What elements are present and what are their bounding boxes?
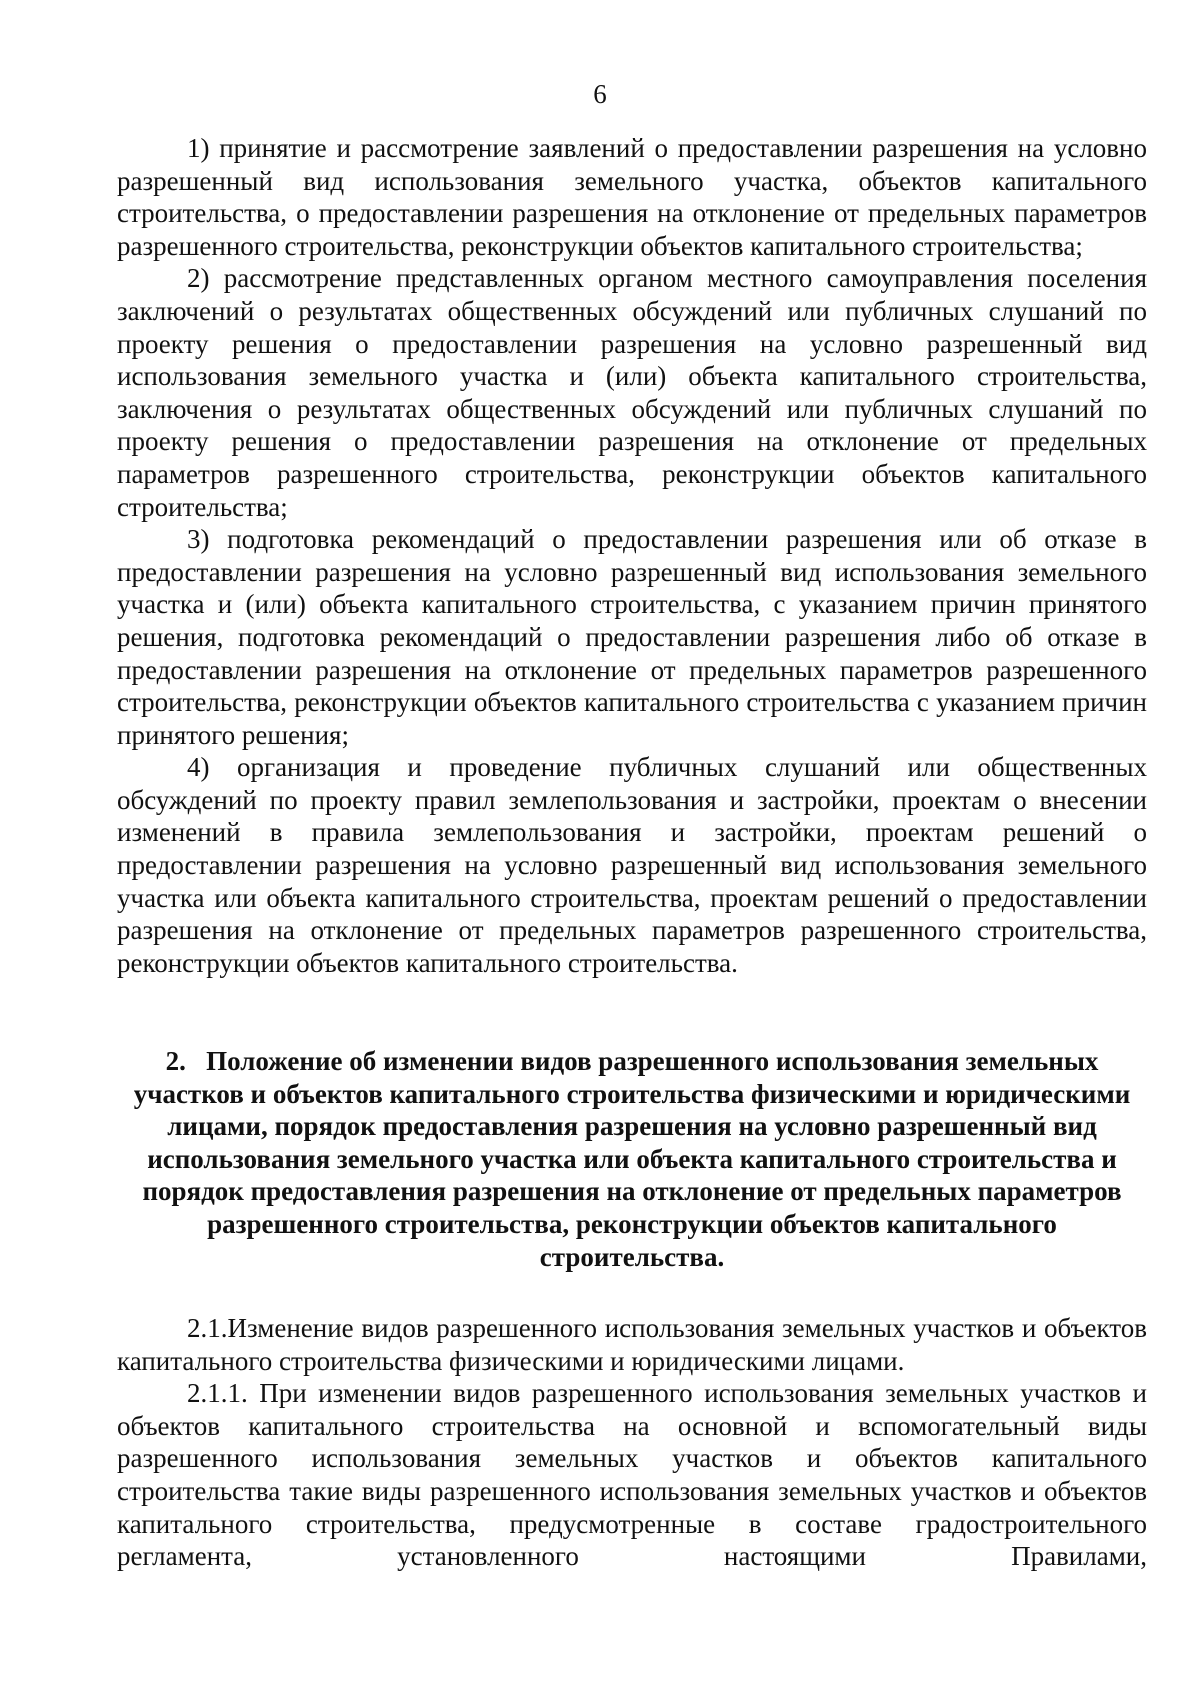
list-item-2: 2) рассмотрение представленных органом местного самоуправления поселения заключений о результатах общественных обсуждений или публичных слушаний по проекту решения о предоставлении разрешения на условно разрешенный вид использования земельного участка и (или) объекта капитального строительства, заключения о результатах общественных обсуждений или публичных слушаний по проекту решения о предоставлении разрешения на отклонение от предельных параметров разрешенного строительства, реконструкции объектов капитального строительства;: [117, 263, 1147, 522]
list-item-4: 4) организация и проведение публичных слушаний или общественных обсуждений по проекту правил землепользования и застройки, проектам о внесении изменений в правила землепользования и застройки, проектам решений о предоставлении разрешения на условно разрешенный вид использования земельного участка или объекта капитального строительства, проектам решений о предоставлении разрешения на отклонение от предельных параметров разрешенного строительства, реконструкции объектов капитального строительства.: [117, 752, 1147, 978]
list-item-1: 1) принятие и рассмотрение заявлений о предоставлении разрешения на условно разрешенный вид использования земельного участка, объектов капитального строительства, о предоставлении разрешения на отклонение от предельных параметров разрешенного строительства, реконструкции объектов капитального строительства;: [117, 133, 1147, 261]
section-heading: 2. Положение об изменении видов разрешенного использования земельных участков и объектов капитального строительства физическими и юридическими лицами, порядок предоставления разрешения на условно разрешенный вид использования земельного участка или объекта капитального строительства и порядок предоставления разрешения на отклонение от предельных параметров разрешенного строительства, реконструкции объектов капитального строительства.: [133, 1046, 1131, 1272]
list-item-3: 3) подготовка рекомендаций о предоставлении разрешения или об отказе в предоставлении разрешения на условно разрешенный вид использования земельного участка и (или) объекта капитального строительства, с указанием причин принятого решения, подготовка рекомендаций о предоставлении разрешения либо об отказе в предоставлении разрешения на отклонение от предельных параметров разрешенного строительства, реконструкции объектов капитального строительства с указанием причин принятого решения;: [117, 524, 1147, 750]
section-paragraph-2-1: 2.1.Изменение видов разрешенного использования земельных участков и объектов капитального строительства физическими и юридическими лицами.: [117, 1313, 1147, 1376]
page-number: 6: [593, 79, 607, 109]
list-block: [117, 132, 1147, 979]
section-body: [117, 1312, 1147, 1573]
section-paragraph-2-1-1: 2.1.1. При изменении видов разрешенного использования земельных участков и объектов капитального строительства на основной и вспомогательный виды разрешенного использования земельных участков и объектов капитального строительства такие виды разрешенного использования земельных участков и объектов капитального строительства, предусмотренные в составе градостроительного регламента, установленного настоящими Правилами,: [117, 1378, 1147, 1572]
